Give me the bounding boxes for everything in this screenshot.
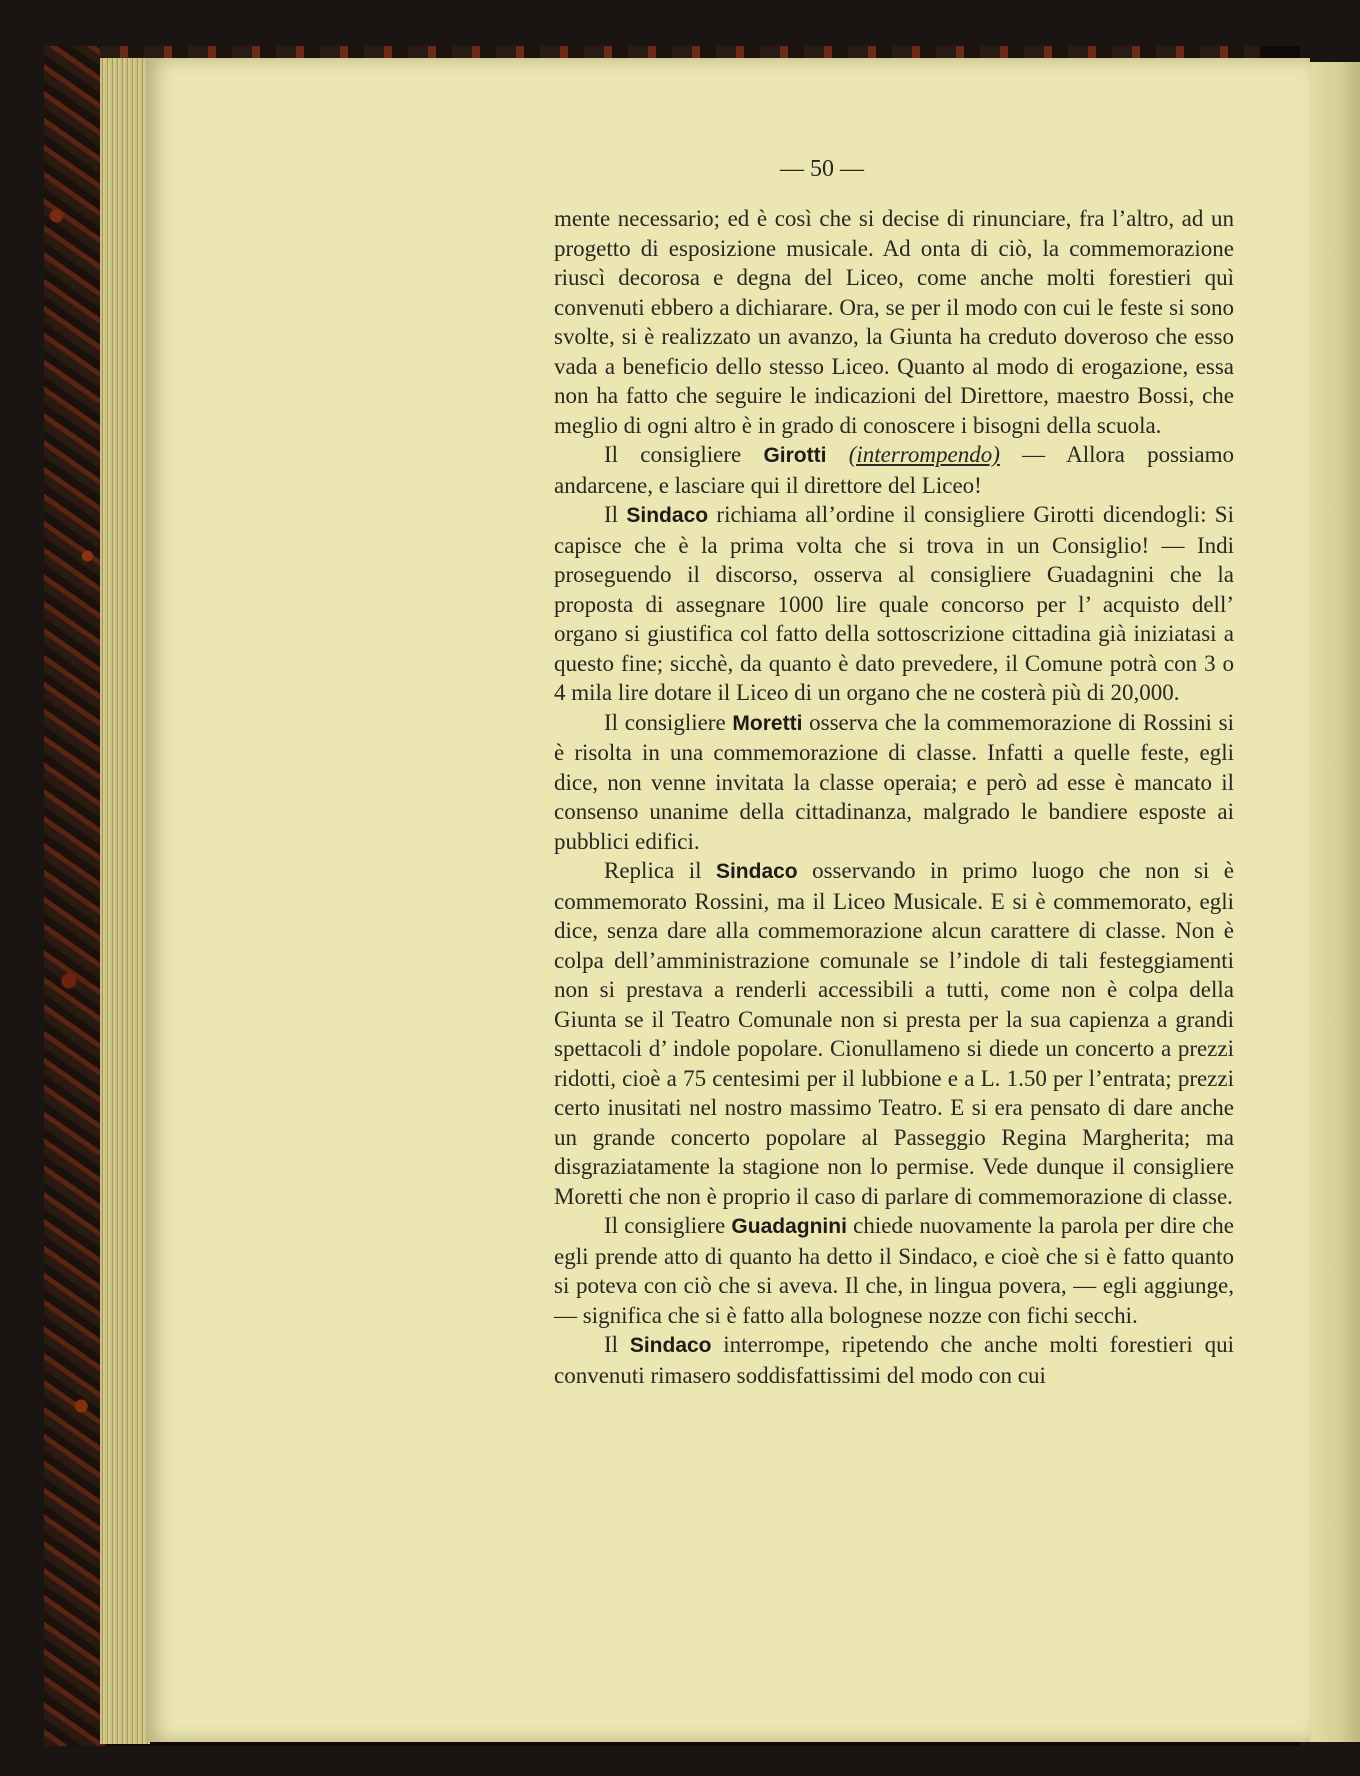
text-run: interrompe, ripetendo che anche molti forestieri qui convenuti rimasero soddisfattissimi del modo con cui <box>554 1332 1234 1388</box>
text-run: — Allora possiamo andarcene, e lasciare qui il direttore del Liceo! <box>554 442 1234 498</box>
text-run: Il <box>604 502 627 527</box>
text-run: Il consigliere <box>604 442 764 467</box>
text-run: osserva che la commemorazione di Rossini si è risolta in una commemorazione di classe. Infatti a quelle feste, egli dice, non venne invitata la classe operaia; e però ad esse è mancato il consenso unanime della cittadinanza, malgrado le bandiere esposte ai pubblici edifici. <box>554 709 1234 854</box>
speaker-name: Guadagnini <box>731 1215 847 1238</box>
speaker-name: Sindaco <box>629 1334 712 1357</box>
facing-page-edge <box>1310 62 1360 1742</box>
page-number: — 50 — <box>780 156 864 182</box>
stage-aside: (interrompendo) <box>848 442 1000 467</box>
paragraph <box>554 440 1234 500</box>
speaker-name: Sindaco <box>626 504 709 527</box>
paragraph <box>554 708 1234 857</box>
text-run: chiede nuovamente la parola per dire che egli prende atto di quanto ha detto il Sindaco, e cioè che si è fatto quanto si poteva con ciò che si aveva. Il che, in lingua povera, — egli aggiunge, — significa che si è fatto alla bolognese nozze con fichi secchi. <box>554 1213 1234 1328</box>
text-run: Il consigliere <box>604 709 733 735</box>
paragraph <box>554 1211 1234 1330</box>
text-run: mente necessario; ed è così che si decise di rinunciare, fra l’altro, ad un progetto di esposizione musicale. Ad onta di ciò, la commemorazione riuscì decorosa e degna del Liceo, come anche molti forestieri quì convenuti ebbero a dichiarare. Ora, se per il modo con cui le feste si sono svolte, si è realizzato un avanzo, la Giunta ha creduto doveroso che esso vada a beneficio dello stesso Liceo. Quanto al modo di erogazione, essa non ha fatto che seguire le indicazioni del Direttore, maestro Bossi, che meglio di ogni altro è in grado di conoscere i bisogni della scuola. <box>554 206 1234 438</box>
text-run: Il <box>604 1332 630 1357</box>
text-run: osservando in primo luogo che non si è commemorato Rossini, ma il Liceo Musicale. E si è commemorato, egli dice, senza dare alla commemorazione alcun carattere di classe. Non è colpa dell’amministrazione comunale se l’indole di tali festeggiamenti non si prestava a renderli accessibili a tutti, come non è colpa della Giunta se il Teatro Comunale non si presta per la sua capienza a grandi spettacoli d’ indole popolare. Cionullameno si diede un concerto a prezzi ridotti, cioè a 75 centesimi per il lubbione e a L. 1.50 per l’entrata; prezzi certo inusitati nel nostro massimo Teatro. E si era pensato di dare anche un grande concerto popolare al Passeggio Regina Margherita; ma disgraziatamente la stagione non lo permise. Vede dunque il consigliere Moretti che non è proprio il caso di parlare di commemorazione di classe. <box>554 858 1234 1209</box>
paragraph <box>554 500 1234 708</box>
text-run: richiama all’ordine il consigliere Girotti dicendogli: Si capisce che è la prima volta che si trova in un Consiglio! — Indi proseguendo il discorso, osserva al consigliere Guadagnini che la proposta di assegnare 1000 lire quale concorso per l’ acquisto dell’ organo si giustifica col fatto della sottoscrizione cittadina già iniziatasi a questo fine; sicchè, da quanto è dato prevedere, il Comune potrà con 3 o 4 mila lire dotare il Liceo di un organo che ne costerà più di 20,000. <box>554 502 1234 705</box>
paragraph <box>554 204 1234 440</box>
speaker-name: Sindaco <box>715 860 798 883</box>
paragraph <box>554 856 1234 1211</box>
show-through-text <box>226 204 526 1564</box>
page-stack-edges <box>100 58 150 1744</box>
paragraph <box>554 1330 1234 1390</box>
marbled-cover <box>44 46 106 1746</box>
text-run: Replica il <box>604 858 716 883</box>
body-text <box>554 204 1234 1390</box>
speaker-name: Moretti <box>732 711 803 735</box>
text-run <box>826 442 848 467</box>
text-run: Il consigliere <box>604 1213 732 1238</box>
speaker-name: Girotti <box>763 444 827 467</box>
